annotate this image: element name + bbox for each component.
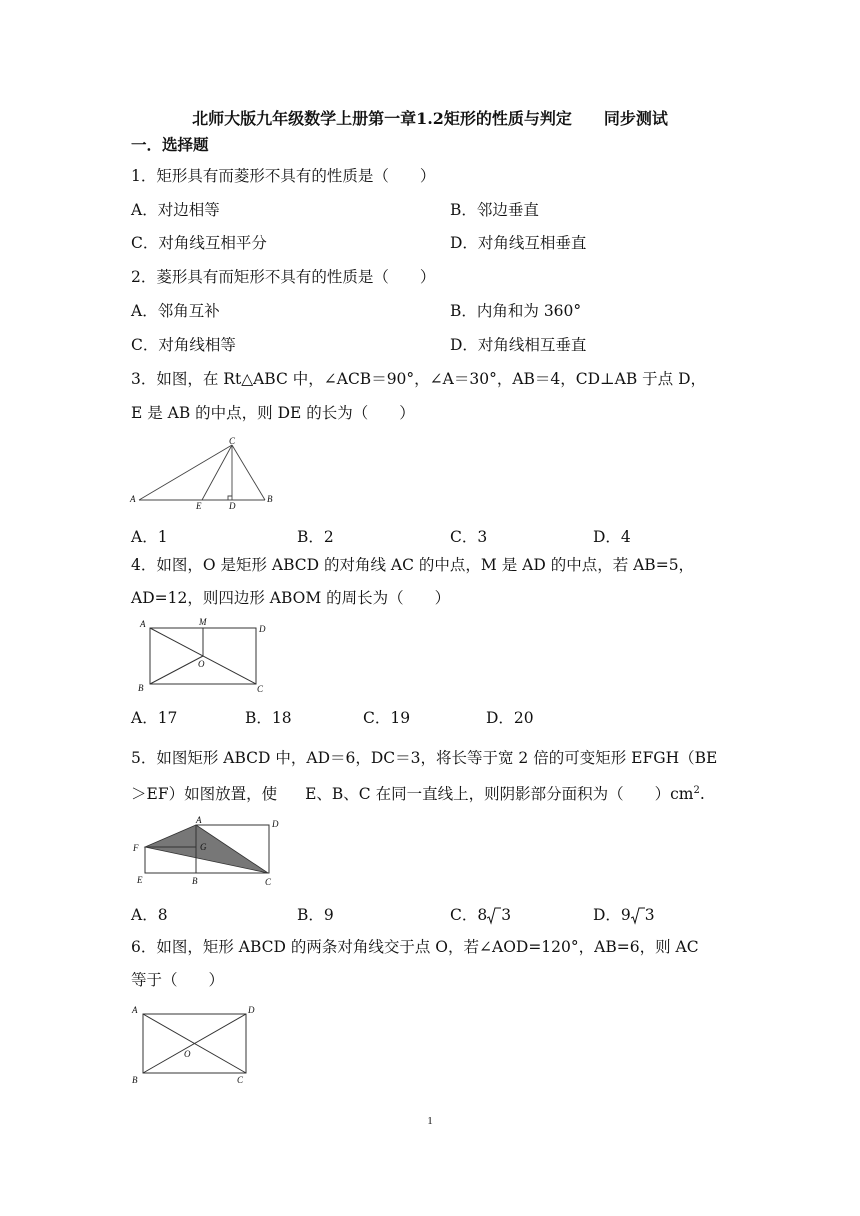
- question-2-stem: 2．菱形具有而矩形不具有的性质是（ ）: [131, 268, 436, 286]
- label-d: D: [272, 819, 279, 829]
- label-a: A: [140, 619, 146, 629]
- q5-option-c: [450, 905, 511, 926]
- title-main: 北师大版九年级数学上册第一章1.2矩形的性质与判定: [192, 109, 572, 128]
- figure-triangle-abc: [128, 435, 278, 511]
- label-c: C: [265, 877, 272, 887]
- q4-option-b: B．18: [245, 709, 292, 727]
- q3-option-d: D．4: [593, 528, 631, 546]
- q5-option-b: B．9: [297, 906, 334, 924]
- question-1-stem: 1．矩形具有而菱形不具有的性质是（ ）: [131, 167, 436, 185]
- question-4-stem-line2: AD=12，则四边形 ABOM 的周长为（ ）: [131, 589, 451, 607]
- label-o: O: [198, 659, 205, 669]
- label-g: G: [200, 842, 207, 852]
- q4-option-a: A．17: [131, 709, 178, 727]
- label-c: C: [257, 684, 264, 694]
- page-title: [0, 108, 860, 130]
- label-e: E: [137, 875, 143, 885]
- title-suffix: 同步测试: [603, 109, 668, 128]
- q1-option-b: B．邻边垂直: [450, 201, 539, 219]
- q5-line2-end: .: [699, 785, 705, 804]
- q1-option-c: C．对角线互相平分: [131, 234, 267, 252]
- question-6-stem-line2: 等于（ ）: [131, 971, 225, 989]
- segment-bo: [150, 656, 203, 684]
- q2-option-c: C．对角线相等: [131, 336, 236, 354]
- q5-line2-part-a: ＞EF）如图放置，使: [131, 785, 278, 804]
- q4-option-c: C．19: [363, 709, 411, 727]
- segment-bc: [232, 445, 265, 500]
- sqrt-icon: [631, 906, 645, 926]
- q5-option-a: A．8: [131, 906, 168, 924]
- shaded-triangle-fac: [145, 825, 268, 873]
- label-f: F: [133, 843, 139, 853]
- question-5-stem-line1: 5．如图矩形 ABCD 中，AD＝6，DC＝3，将长等于宽 2 倍的可变矩形 EFGH（BE: [131, 749, 718, 767]
- label-b: B: [138, 683, 144, 693]
- question-3-stem-line1: 3．如图，在 Rt△ABC 中，∠ACB＝90°，∠A＝30°，AB＝4，CD⊥AB 于点 D，: [131, 370, 706, 388]
- q5-unit-exponent: 2: [693, 785, 700, 796]
- label-e: E: [196, 501, 202, 511]
- page-number: 1: [427, 1115, 433, 1127]
- label-c: C: [237, 1075, 244, 1085]
- q3-option-b: B．2: [297, 528, 334, 546]
- label-d: D: [259, 624, 266, 634]
- sqrt-icon: [487, 906, 501, 926]
- q3-option-a: A．1: [131, 528, 168, 546]
- question-5-stem-line2: [131, 781, 705, 804]
- label-d: D: [229, 501, 236, 511]
- q5-option-c-radicand: 3: [501, 906, 512, 924]
- figure-rectangle-diagonals: [128, 1002, 258, 1088]
- label-a: A: [130, 494, 136, 504]
- q5-option-d: [593, 905, 655, 926]
- label-d: D: [248, 1005, 255, 1015]
- q5-option-d-label: D．9: [593, 906, 631, 924]
- q1-option-a: A．对边相等: [131, 201, 220, 219]
- section-heading: 一．选择题: [131, 135, 209, 154]
- question-4-stem-line1: 4．如图，O 是矩形 ABCD 的对角线 AC 的中点，M 是 AD 的中点，若 AB=5，: [131, 556, 695, 574]
- q1-option-d: D．对角线互相垂直: [450, 234, 587, 252]
- figure-rectangle-abom: [134, 615, 274, 697]
- q3-option-c: C．3: [450, 528, 488, 546]
- segment-ac: [139, 445, 232, 500]
- question-3-stem-line2: E 是 AB 的中点，则 DE 的长为（ ）: [131, 404, 415, 422]
- q5-option-d-radicand: 3: [644, 906, 655, 924]
- question-6-stem-line1: 6．如图，矩形 ABCD 的两条对角线交于点 O，若∠AOD=120°，AB=6，则 AC: [131, 938, 699, 956]
- q2-option-b: B．内角和为 360°: [450, 302, 582, 320]
- segment-ce: [202, 445, 232, 500]
- q4-option-d: D．20: [486, 709, 534, 727]
- label-b: B: [192, 876, 198, 886]
- q5-line2-part-b: E、B、C 在同一直线上，则阴影部分面积为（ ）cm: [305, 785, 694, 804]
- q5-option-c-label: C．8: [450, 906, 488, 924]
- right-angle-mark: [228, 496, 232, 500]
- label-a: A: [196, 815, 202, 825]
- label-a: A: [132, 1005, 138, 1015]
- q2-option-a: A．邻角互补: [131, 302, 220, 320]
- label-o: O: [184, 1049, 191, 1059]
- label-c: C: [229, 436, 236, 446]
- q2-option-d: D．对角线相互垂直: [450, 336, 587, 354]
- label-m: M: [199, 617, 207, 627]
- label-b: B: [132, 1075, 138, 1085]
- label-b: B: [267, 494, 273, 504]
- figure-shaded-rectangles: [130, 812, 290, 892]
